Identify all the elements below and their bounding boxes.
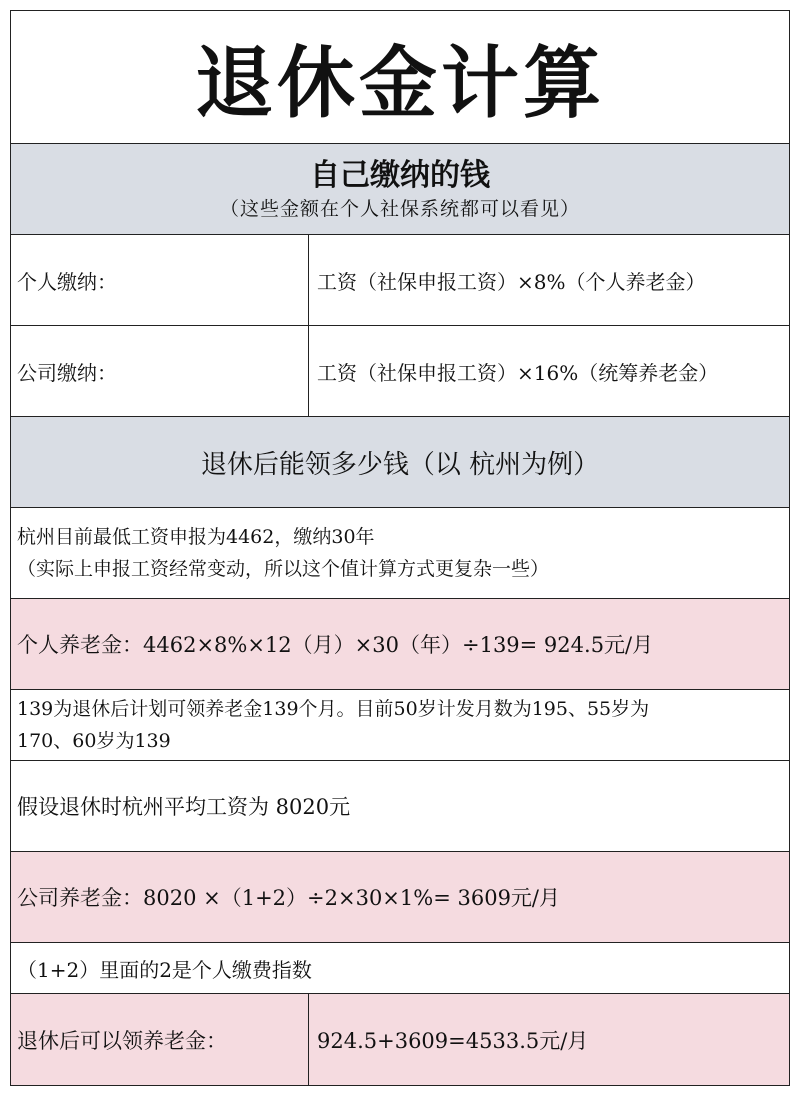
row-label: 个人缴纳： <box>11 235 309 325</box>
avg-wage-row <box>11 761 789 852</box>
avg-wage-note: 假设退休时杭州平均工资为 8020元 <box>17 795 351 819</box>
page-title: 退休金计算 <box>194 39 605 129</box>
row-formula: 工资（社保申报工资）×8%（个人养老金） <box>317 269 706 294</box>
row-label: 公司缴纳： <box>11 326 309 416</box>
index-note: （1+2）里面的2是个人缴费指数 <box>17 957 312 982</box>
note-line: 139为退休后计划可领养老金139个月。目前50岁计发月数为195、55岁为 <box>17 698 650 720</box>
min-wage-note-row <box>11 508 789 599</box>
total-label: 退休后可以领养老金： <box>11 994 309 1085</box>
company-pension-formula: 公司养老金：8020 ×（1+2）÷2×30×1%= 3609元/月 <box>17 886 561 910</box>
personal-pension-formula: 个人养老金：4462×8%×12（月）×30（年）÷139= 924.5元/月 <box>17 633 654 657</box>
personal-pension-row <box>11 599 789 690</box>
index-note-row <box>11 943 789 994</box>
section-heading: 退休后能领多少钱（以 杭州为例） <box>200 449 600 480</box>
company-pension-row <box>11 852 789 943</box>
row-formula: 工资（社保申报工资）×16%（统筹养老金） <box>317 360 719 385</box>
months-note-row <box>11 690 789 761</box>
total-value: 924.5+3609=4533.5元/月 <box>317 1028 589 1053</box>
company-contribution-row <box>11 326 789 417</box>
section-subheading: （这些金额在个人社保系统都可以看见） <box>219 198 580 220</box>
section-after-retirement <box>11 417 789 508</box>
title-row <box>11 11 789 144</box>
pension-table <box>10 10 790 1086</box>
note-line: 170、60岁为139 <box>17 730 171 752</box>
section-own-contributions <box>11 144 789 235</box>
note-line: （实际上申报工资经常变动，所以这个值计算方式更复杂一些） <box>17 558 550 580</box>
personal-contribution-row <box>11 235 789 326</box>
note-line: 杭州目前最低工资申报为4462，缴纳30年 <box>17 526 375 548</box>
section-heading: 自己缴纳的钱 <box>310 158 490 193</box>
total-row <box>11 994 789 1085</box>
